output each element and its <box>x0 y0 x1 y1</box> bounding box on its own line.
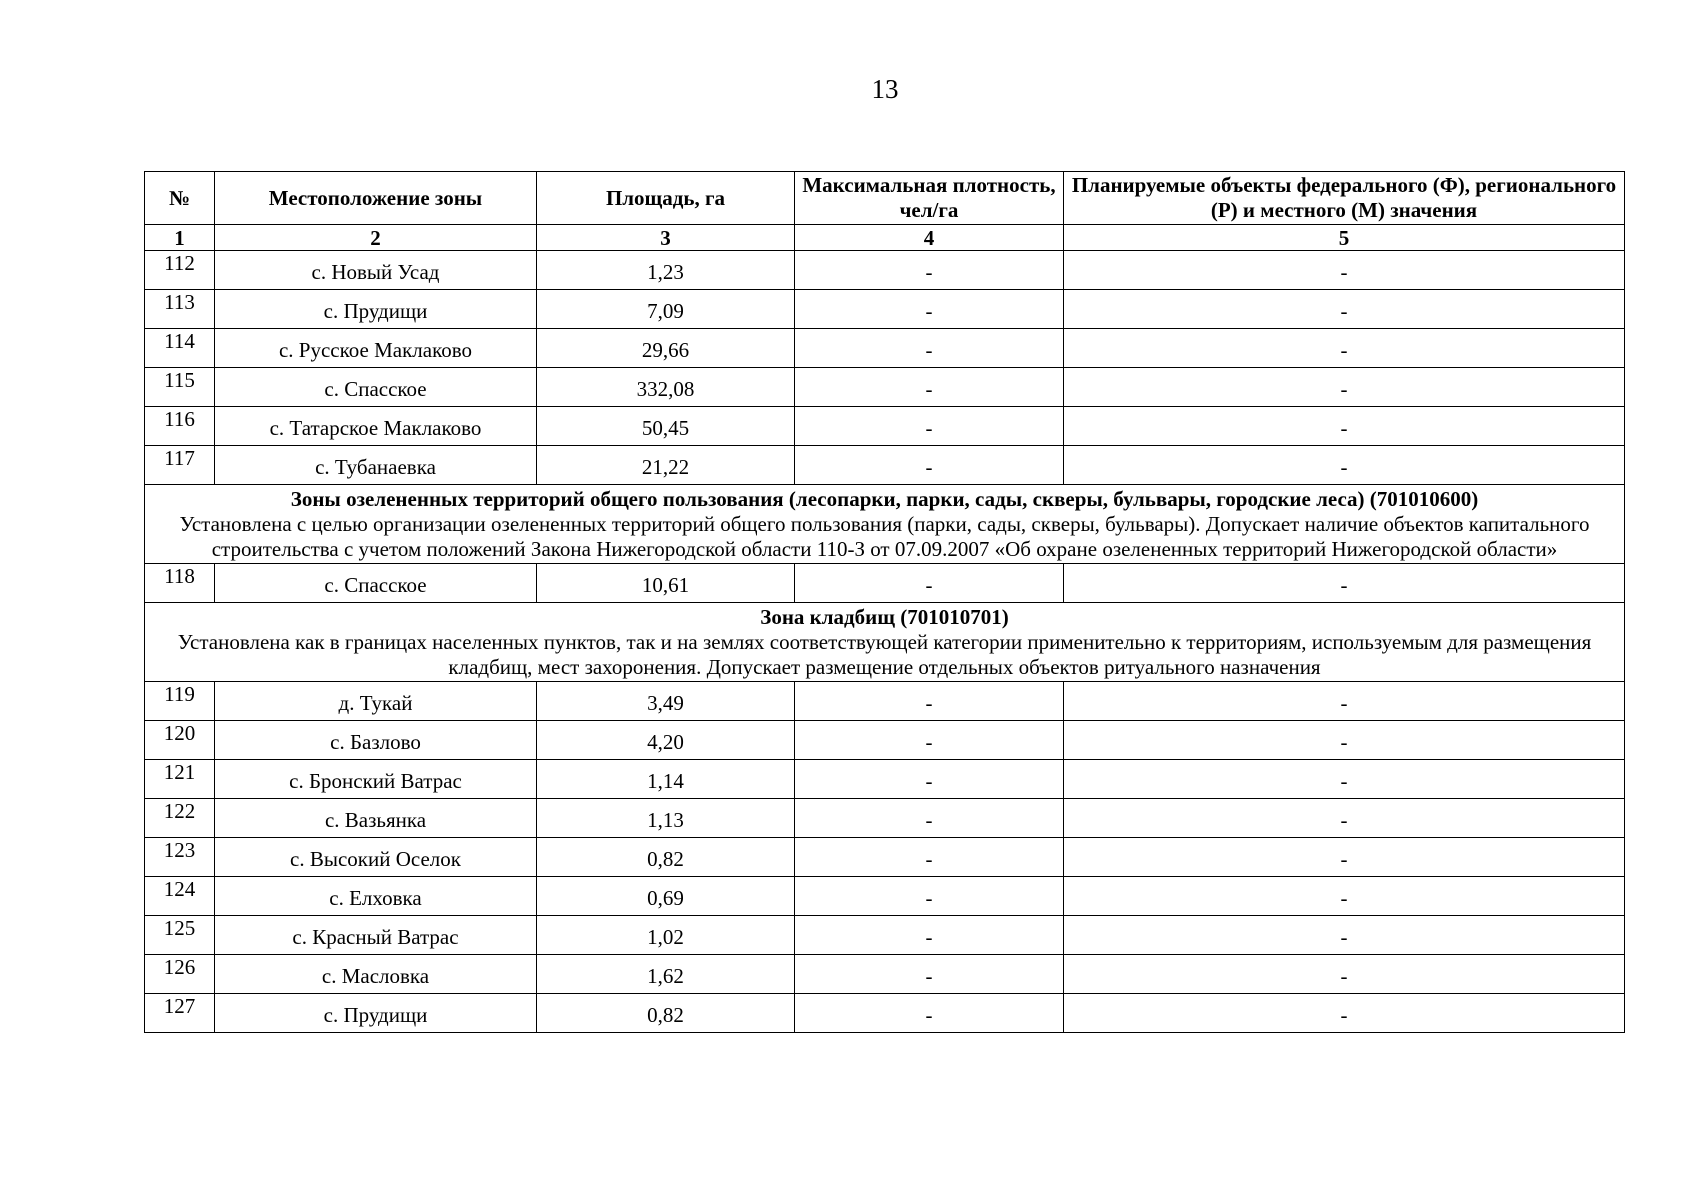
planned-objects-value: - <box>1064 916 1625 955</box>
section-title: Зоны озелененных территорий общего пользования (лесопарки, парки, сады, скверы, бульвары, городские леса) (701010600) <box>290 487 1479 511</box>
planned-objects-value: - <box>1064 799 1625 838</box>
row-number: 117 <box>145 446 215 485</box>
table-row <box>145 290 1625 329</box>
zone-location: с. Масловка <box>215 955 537 994</box>
density-value: - <box>795 877 1064 916</box>
group1-body <box>145 251 1625 485</box>
table-row <box>145 721 1625 760</box>
header-planned-objects: Планируемые объекты федерального (Ф), регионального (Р) и местного (М) значения <box>1064 172 1625 225</box>
header-area: Площадь, га <box>537 172 795 225</box>
row-number: 116 <box>145 407 215 446</box>
planned-objects-value: - <box>1064 407 1625 446</box>
area-value: 1,62 <box>537 955 795 994</box>
density-value: - <box>795 994 1064 1033</box>
table-header-row <box>145 172 1625 225</box>
density-value: - <box>795 446 1064 485</box>
planned-objects-value: - <box>1064 955 1625 994</box>
table-row <box>145 368 1625 407</box>
section-cell <box>145 485 1625 564</box>
column-numbers-row <box>145 225 1625 251</box>
section-cell <box>145 603 1625 682</box>
density-value: - <box>795 760 1064 799</box>
zone-location: с. Русское Маклаково <box>215 329 537 368</box>
row-number: 123 <box>145 838 215 877</box>
density-value: - <box>795 564 1064 603</box>
section-description: Установлена как в границах населенных пунктов, так и на землях соответствующей категории применительно к территориям, используемым для размещения кладбищ, мест захоронения. Допускает размещение отдельных объектов ритуального назначения <box>177 630 1592 679</box>
density-value: - <box>795 329 1064 368</box>
area-value: 10,61 <box>537 564 795 603</box>
column-number: 5 <box>1064 225 1625 251</box>
planned-objects-value: - <box>1064 446 1625 485</box>
area-value: 332,08 <box>537 368 795 407</box>
planned-objects-value: - <box>1064 877 1625 916</box>
table-row <box>145 877 1625 916</box>
row-number: 119 <box>145 682 215 721</box>
column-number: 3 <box>537 225 795 251</box>
row-number: 126 <box>145 955 215 994</box>
density-value: - <box>795 290 1064 329</box>
table-row <box>145 799 1625 838</box>
planned-objects-value: - <box>1064 760 1625 799</box>
planned-objects-value: - <box>1064 994 1625 1033</box>
zones-table <box>144 171 1625 1033</box>
section-row-green-zones <box>145 485 1625 564</box>
zone-location: с. Спасское <box>215 368 537 407</box>
zone-location: д. Тукай <box>215 682 537 721</box>
row-number: 113 <box>145 290 215 329</box>
area-value: 1,23 <box>537 251 795 290</box>
planned-objects-value: - <box>1064 721 1625 760</box>
area-value: 7,09 <box>537 290 795 329</box>
section-title: Зона кладбищ (701010701) <box>760 605 1009 629</box>
zone-location: с. Высокий Оселок <box>215 838 537 877</box>
table-row <box>145 329 1625 368</box>
header-density: Максимальная плотность, чел/га <box>795 172 1064 225</box>
zone-location: с. Тубанаевка <box>215 446 537 485</box>
table-row <box>145 916 1625 955</box>
zone-location: с. Вазьянка <box>215 799 537 838</box>
section-green-body <box>145 485 1625 564</box>
area-value: 50,45 <box>537 407 795 446</box>
row-number: 124 <box>145 877 215 916</box>
density-value: - <box>795 368 1064 407</box>
table-row <box>145 760 1625 799</box>
header-location: Местоположение зоны <box>215 172 537 225</box>
planned-objects-value: - <box>1064 251 1625 290</box>
density-value: - <box>795 955 1064 994</box>
density-value: - <box>795 251 1064 290</box>
zone-location: с. Бронский Ватрас <box>215 760 537 799</box>
area-value: 1,02 <box>537 916 795 955</box>
row-number: 114 <box>145 329 215 368</box>
area-value: 3,49 <box>537 682 795 721</box>
zone-location: с. Елховка <box>215 877 537 916</box>
zone-location: с. Новый Усад <box>215 251 537 290</box>
planned-objects-value: - <box>1064 329 1625 368</box>
row-number: 112 <box>145 251 215 290</box>
area-value: 0,82 <box>537 838 795 877</box>
planned-objects-value: - <box>1064 682 1625 721</box>
table-row <box>145 564 1625 603</box>
column-number: 2 <box>215 225 537 251</box>
row-number: 127 <box>145 994 215 1033</box>
planned-objects-value: - <box>1064 368 1625 407</box>
table-row <box>145 251 1625 290</box>
section-row-cemetery-zone <box>145 603 1625 682</box>
row-number: 118 <box>145 564 215 603</box>
planned-objects-value: - <box>1064 564 1625 603</box>
column-number: 1 <box>145 225 215 251</box>
column-number: 4 <box>795 225 1064 251</box>
density-value: - <box>795 838 1064 877</box>
area-value: 1,14 <box>537 760 795 799</box>
table-row <box>145 682 1625 721</box>
row-number: 122 <box>145 799 215 838</box>
density-value: - <box>795 916 1064 955</box>
section-cemetery-body <box>145 603 1625 682</box>
zone-location: с. Красный Ватрас <box>215 916 537 955</box>
density-value: - <box>795 407 1064 446</box>
area-value: 0,69 <box>537 877 795 916</box>
table-row <box>145 994 1625 1033</box>
table-row <box>145 955 1625 994</box>
zone-location: с. Прудищи <box>215 994 537 1033</box>
table-row <box>145 838 1625 877</box>
density-value: - <box>795 799 1064 838</box>
density-value: - <box>795 721 1064 760</box>
row-number: 120 <box>145 721 215 760</box>
row-number: 115 <box>145 368 215 407</box>
area-value: 21,22 <box>537 446 795 485</box>
area-value: 29,66 <box>537 329 795 368</box>
zone-location: с. Татарское Маклаково <box>215 407 537 446</box>
planned-objects-value: - <box>1064 838 1625 877</box>
row-number: 125 <box>145 916 215 955</box>
zone-location: с. Прудищи <box>215 290 537 329</box>
table-row <box>145 407 1625 446</box>
header-number: № <box>145 172 215 225</box>
zone-location: с. Спасское <box>215 564 537 603</box>
page-number: 13 <box>871 74 899 104</box>
table-row <box>145 446 1625 485</box>
section-description: Установлена с целью организации озелененных территорий общего пользования (парки, сады, скверы, бульвары). Допускает наличие объектов капитального строительства с учетом положений Закона Нижегородской области 110-З от 07.09.2007 «Об охране озелененных территорий Нижегородской области» <box>179 512 1590 561</box>
area-value: 4,20 <box>537 721 795 760</box>
area-value: 1,13 <box>537 799 795 838</box>
planned-objects-value: - <box>1064 290 1625 329</box>
zone-location: с. Базлово <box>215 721 537 760</box>
density-value: - <box>795 682 1064 721</box>
group2-body <box>145 564 1625 603</box>
row-number: 121 <box>145 760 215 799</box>
group3-body <box>145 682 1625 1033</box>
area-value: 0,82 <box>537 994 795 1033</box>
